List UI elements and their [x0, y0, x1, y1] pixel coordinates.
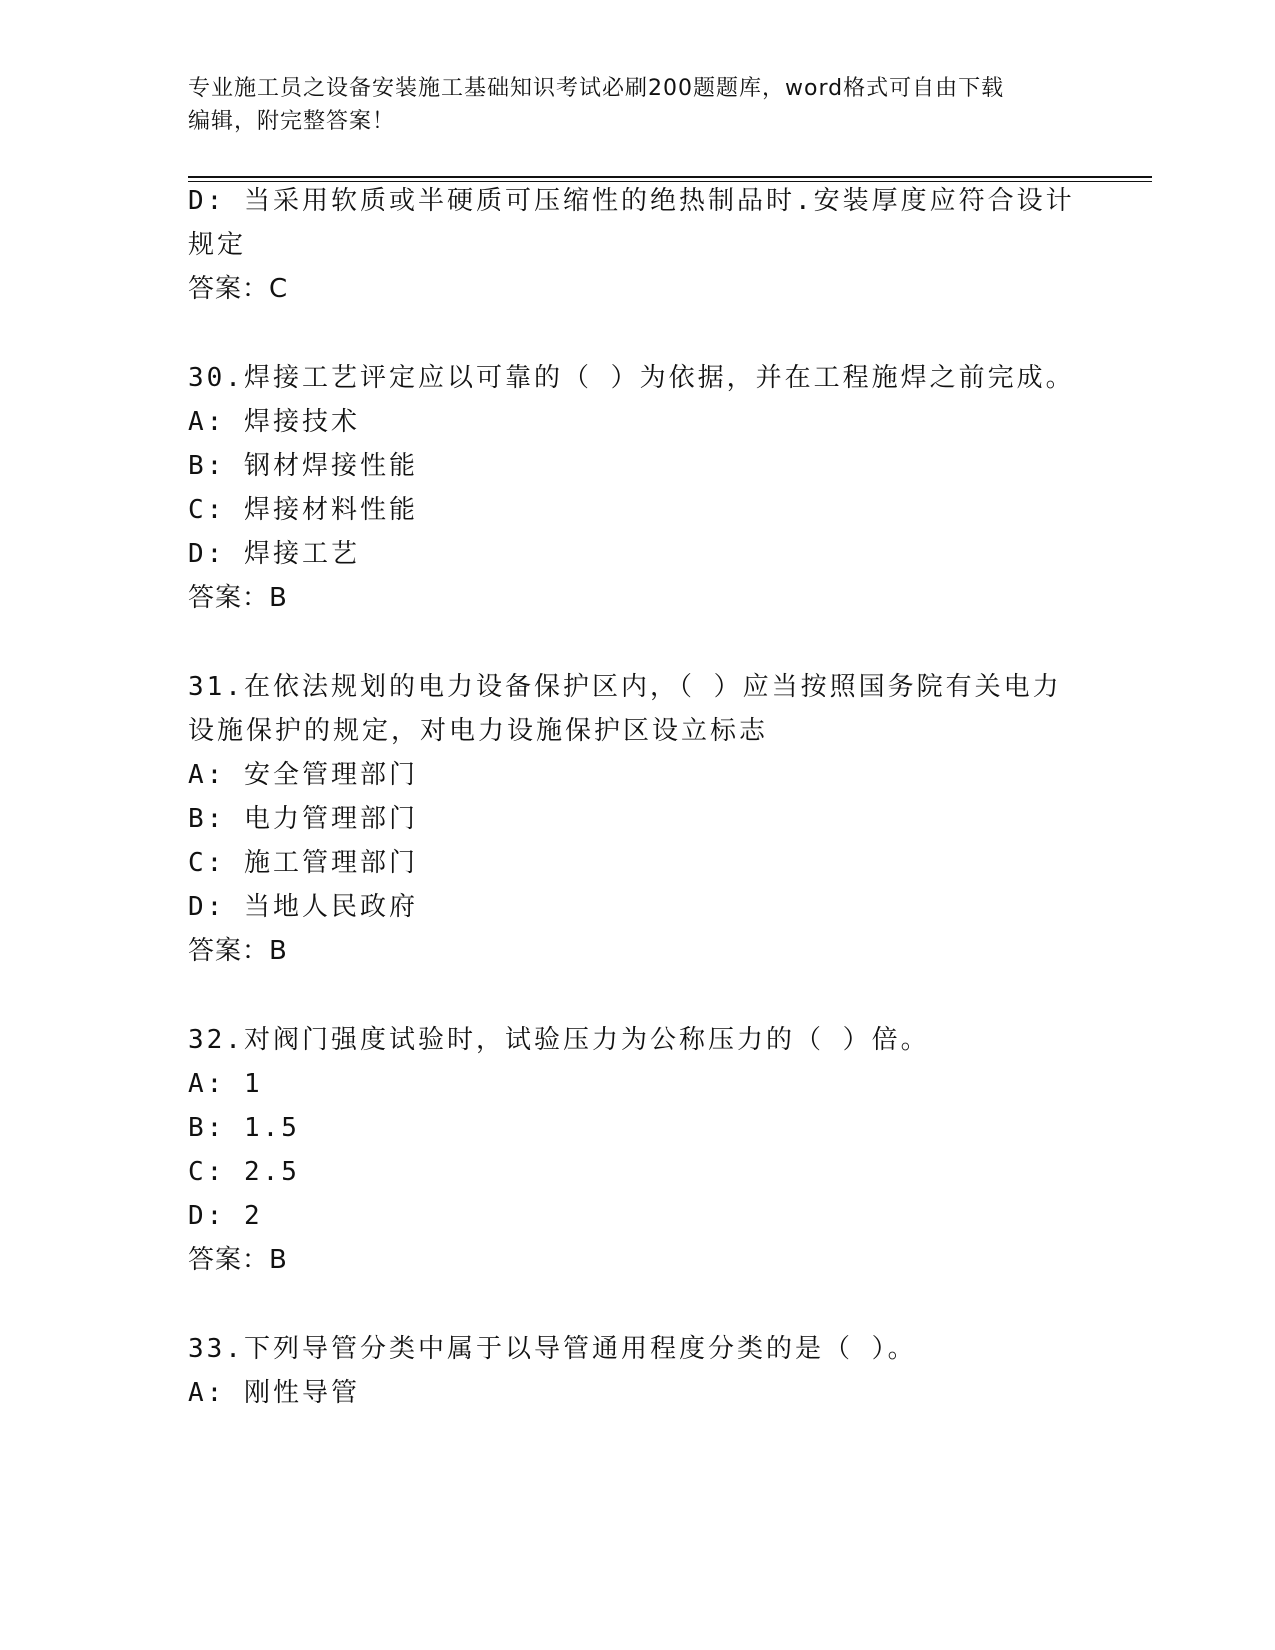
q32-answer: 答案：B [188, 1245, 288, 1275]
q31-stem-line-2: 设施保护的规定，对电力设施保护区设立标志 [188, 716, 769, 746]
q31-stem-line-1: 31.在依法规划的电力设备保护区内，（ ）应当按照国务院有关电力 [188, 672, 1062, 702]
q30-answer: 答案：B [188, 583, 288, 613]
q32-option-c: C: 2.5 [188, 1157, 300, 1187]
q31-option-d: D: 当地人民政府 [188, 892, 418, 922]
q32-stem: 32.对阀门强度试验时，试验压力为公称压力的（ ）倍。 [188, 1025, 930, 1055]
q33-option-a: A: 刚性导管 [188, 1378, 360, 1408]
q30-stem: 30.焊接工艺评定应以可靠的（ ）为依据，并在工程施焊之前完成。 [188, 363, 1075, 393]
q32-option-a: A: 1 [188, 1069, 263, 1099]
q31-option-a: A: 安全管理部门 [188, 760, 418, 790]
q30-option-c: C: 焊接材料性能 [188, 495, 418, 525]
q31-option-b: B: 电力管理部门 [188, 804, 418, 834]
q32-option-d: D: 2 [188, 1201, 263, 1231]
header-divider-thick [188, 176, 1152, 178]
prev-option-d-line-1: D: 当采用软质或半硬质可压缩性的绝热制品时.安装厚度应符合设计 [188, 186, 1075, 216]
q33-stem: 33.下列导管分类中属于以导管通用程度分类的是（ ）。 [188, 1334, 917, 1364]
page-header [188, 72, 1068, 138]
q30-option-b: B: 钢材焊接性能 [188, 451, 418, 481]
q32-option-b: B: 1.5 [188, 1113, 300, 1143]
q30-option-d: D: 焊接工艺 [188, 539, 360, 569]
prev-answer: 答案：C [188, 274, 289, 304]
q31-option-c: C: 施工管理部门 [188, 848, 418, 878]
prev-option-d-line-2: 规定 [188, 230, 247, 260]
header-line-2: 编辑，附完整答案！ [188, 109, 396, 134]
q30-option-a: A: 焊接技术 [188, 407, 360, 437]
header-line-1: 专业施工员之设备安装施工基础知识考试必刷200题题库，word格式可自由下载 [188, 76, 1005, 101]
q31-answer: 答案：B [188, 936, 288, 966]
header-divider-thin [188, 181, 1152, 182]
